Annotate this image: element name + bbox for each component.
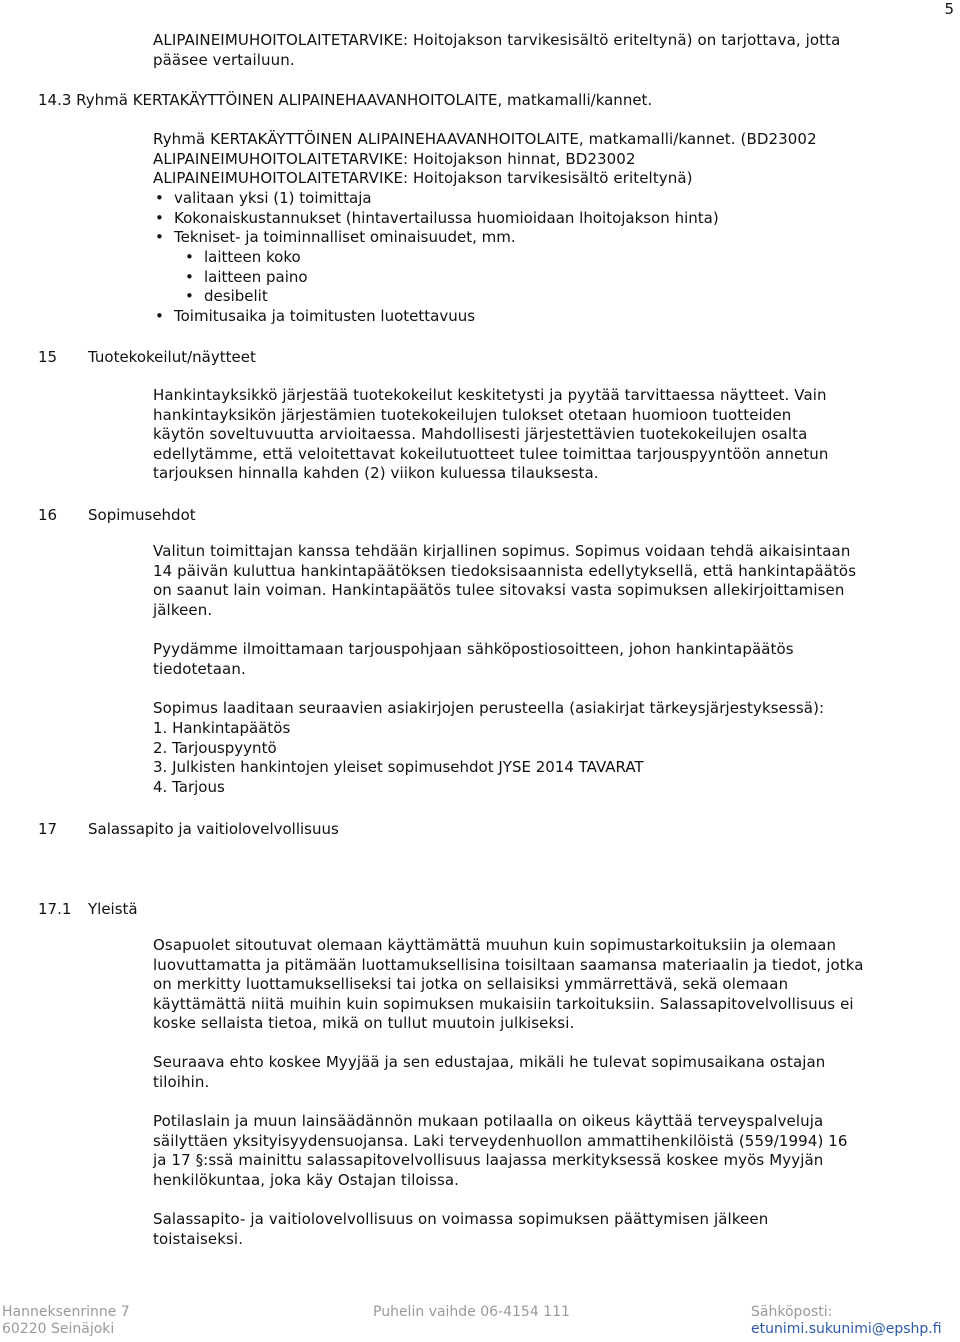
contract-documents-list [153,719,644,797]
paragraph-line: toistaiseksi. [153,1229,244,1248]
footer-phone: Puhelin vaihde 06-4154 111 [373,1304,570,1320]
paragraph-line: ALIPAINEIMUHOITOLAITETARVIKE: Hoitojakson tarvikesisältö eriteltynä) [153,169,693,187]
section-17-1-paragraph-2 [153,1053,953,1092]
paragraph-line: on saanut lain voiman. Hankintapäätös tulee sitovaksi vasta sopimuksen allekirjoittamisen [153,581,845,599]
section-14-3-paragraph [153,130,953,189]
footer-address [2,1304,130,1338]
paragraph-line: tiloihin. [153,1072,210,1091]
criteria-item: • Toimitusaika ja toimitusten luotettavuus [153,307,475,327]
criteria-item: • Kokonaiskustannukset (hintavertailussa huomioidaan lhoitojakson hinta) [153,209,719,229]
footer-street: Hanneksenrinne 7 [2,1304,130,1320]
paragraph-line: Valitun toimittajan kanssa tehdään kirjallinen sopimus. Sopimus voidaan tehdä aikaisintaan [153,542,851,560]
paragraph-line: tarjouksen hinnalla kahden (2) viikon kuluessa tilauksesta. [153,464,599,482]
paragraph-line: käytön soveltuvuutta arvioitaessa. Mahdollisesti järjestettävien tuotekokeilujen osalta [153,425,808,443]
section-15-heading [38,348,256,368]
section-15-paragraph [153,386,953,484]
contract-document-item: 1. Hankintapäätös [153,719,291,737]
section-title: Tuotekokeilut/näytteet [88,348,256,366]
paragraph-line: Ryhmä KERTAKÄYTTÖINEN ALIPAINEHAAVANHOITOLAITE, matkamalli/kannet. (BD23002 [153,130,817,148]
criteria-list [153,189,719,248]
criteria-item: • valitaan yksi (1) toimittaja [153,189,719,209]
paragraph-line: jälkeen. [153,600,213,619]
paragraph-line: Potilaslain ja muun lainsäädännön mukaan potilaalla on oikeus käyttää terveyspalveluja [153,1112,824,1130]
feature-sub-item: • desibelit [183,287,308,307]
intro-paragraph [153,31,953,70]
section-16-paragraph-1 [153,542,953,620]
paragraph-line: koske sellaista tietoa, mikä on tullut muutoin julkiseksi. [153,1014,575,1032]
section-17-1-paragraph-3 [153,1112,953,1190]
section-16-paragraph-2 [153,640,953,679]
paragraph-line: luovuttamatta ja pitämään luottamuksellisina toisiltaan saamansa materiaalin ja tiedot, jotka [153,955,864,974]
section-17-1-heading [38,900,138,920]
section-17-1-paragraph-4 [153,1210,953,1249]
section-17-1-paragraph-1 [153,936,953,1034]
criteria-item: • Tekniset- ja toiminnalliset ominaisuudet, mm. [153,228,719,248]
intro-line: pääsee vertailuun. [153,50,295,69]
paragraph-line: Pyydämme ilmoittamaan tarjouspohjaan sähköpostiosoitteen, johon hankintapäätös [153,640,794,658]
paragraph-line: ja 17 §:ssä mainittu salassapitovelvollisuus laajassa merkityksessä koskee myös Myyjän [153,1151,824,1169]
paragraph-line: hankintayksikön järjestämien tuotekokeilujen tulokset otetaan huomioon tuotteiden [153,405,792,424]
paragraph-line: Salassapito- ja vaitiolovelvollisuus on voimassa sopimuksen päättymisen jälkeen [153,1210,769,1228]
footer-email-block [751,1304,942,1338]
section-number: 17 [38,820,58,838]
criteria-list-last [153,307,475,327]
section-number: 16 [38,506,58,524]
section-title: Yleistä [88,900,138,918]
contract-document-item: 2. Tarjouspyyntö [153,738,277,757]
paragraph-line: Seuraava ehto koskee Myyjää ja sen edustajaa, mikäli he tulevat sopimusaikana ostajan [153,1053,826,1071]
footer-city: 60220 Seinäjoki [2,1321,115,1337]
section-14-3-heading: 14.3 Ryhmä KERTAKÄYTTÖINEN ALIPAINEHAAVANHOITOLAITE, matkamalli/kannet. [38,91,653,109]
feature-sub-list [183,248,308,307]
page-number: 5 [944,0,954,18]
section-17-heading [38,820,339,840]
paragraph-line: ALIPAINEIMUHOITOLAITETARVIKE: Hoitojakson hinnat, BD23002 [153,149,636,168]
feature-sub-item: • laitteen koko [183,248,308,268]
section-title: Salassapito ja vaitiolovelvollisuus [88,820,339,838]
footer-email-link[interactable]: etunimi.sukunimi@epshp.fi [751,1321,942,1337]
paragraph-line: henkilökuntaa, joka käy Ostajan tiloissa. [153,1170,460,1189]
paragraph-line: säilyttäen yksityisyydensuojansa. Laki terveydenhuollon ammattihenkilöistä (559/1994) 16 [153,1131,848,1150]
section-number: 17.1 [38,900,72,918]
paragraph-line: Hankintayksikkö järjestää tuotekokeilut keskitetysti ja pyytää tarvittaessa näytteet. Vain [153,386,827,404]
paragraph-line: tiedotetaan. [153,659,246,678]
paragraph-line: Osapuolet sitoutuvat olemaan käyttämättä muuhun kuin sopimustarkoituksiin ja olemaan [153,936,837,954]
paragraph-line: edellytämme, että veloitettavat kokeilutuotteet tulee toimittaa tarjouspyyntöön annetun [153,444,829,463]
section-16-paragraph-3: Sopimus laaditaan seuraavien asiakirjojen perusteella (asiakirjat tärkeysjärjestyksessä): [153,699,825,717]
intro-line: ALIPAINEIMUHOITOLAITETARVIKE: Hoitojakson tarvikesisältö eriteltynä) on tarjottava, jotta [153,31,841,49]
paragraph-line: käyttämättä niitä muihin kuin sopimuksen mukaisiin tarkoituksiin. Salassapitovelvollisuus ei [153,994,854,1013]
contract-document-item: 3. Julkisten hankintojen yleiset sopimusehdot JYSE 2014 TAVARAT [153,758,644,776]
contract-document-item: 4. Tarjous [153,777,225,796]
section-number: 15 [38,348,58,366]
section-title: Sopimusehdot [88,506,196,524]
paragraph-line: 14 päivän kuluttua hankintapäätöksen tiedoksisaannista edellytyksellä, että hankintapäätös [153,561,857,580]
section-16-heading [38,506,196,526]
paragraph-line: on merkitty luottamukselliseksi tai jotka on sellaisiksi ymmärrettävä, sekä olemaan [153,975,789,993]
footer-email-label: Sähköposti: [751,1304,833,1320]
feature-sub-item: • laitteen paino [183,268,308,288]
